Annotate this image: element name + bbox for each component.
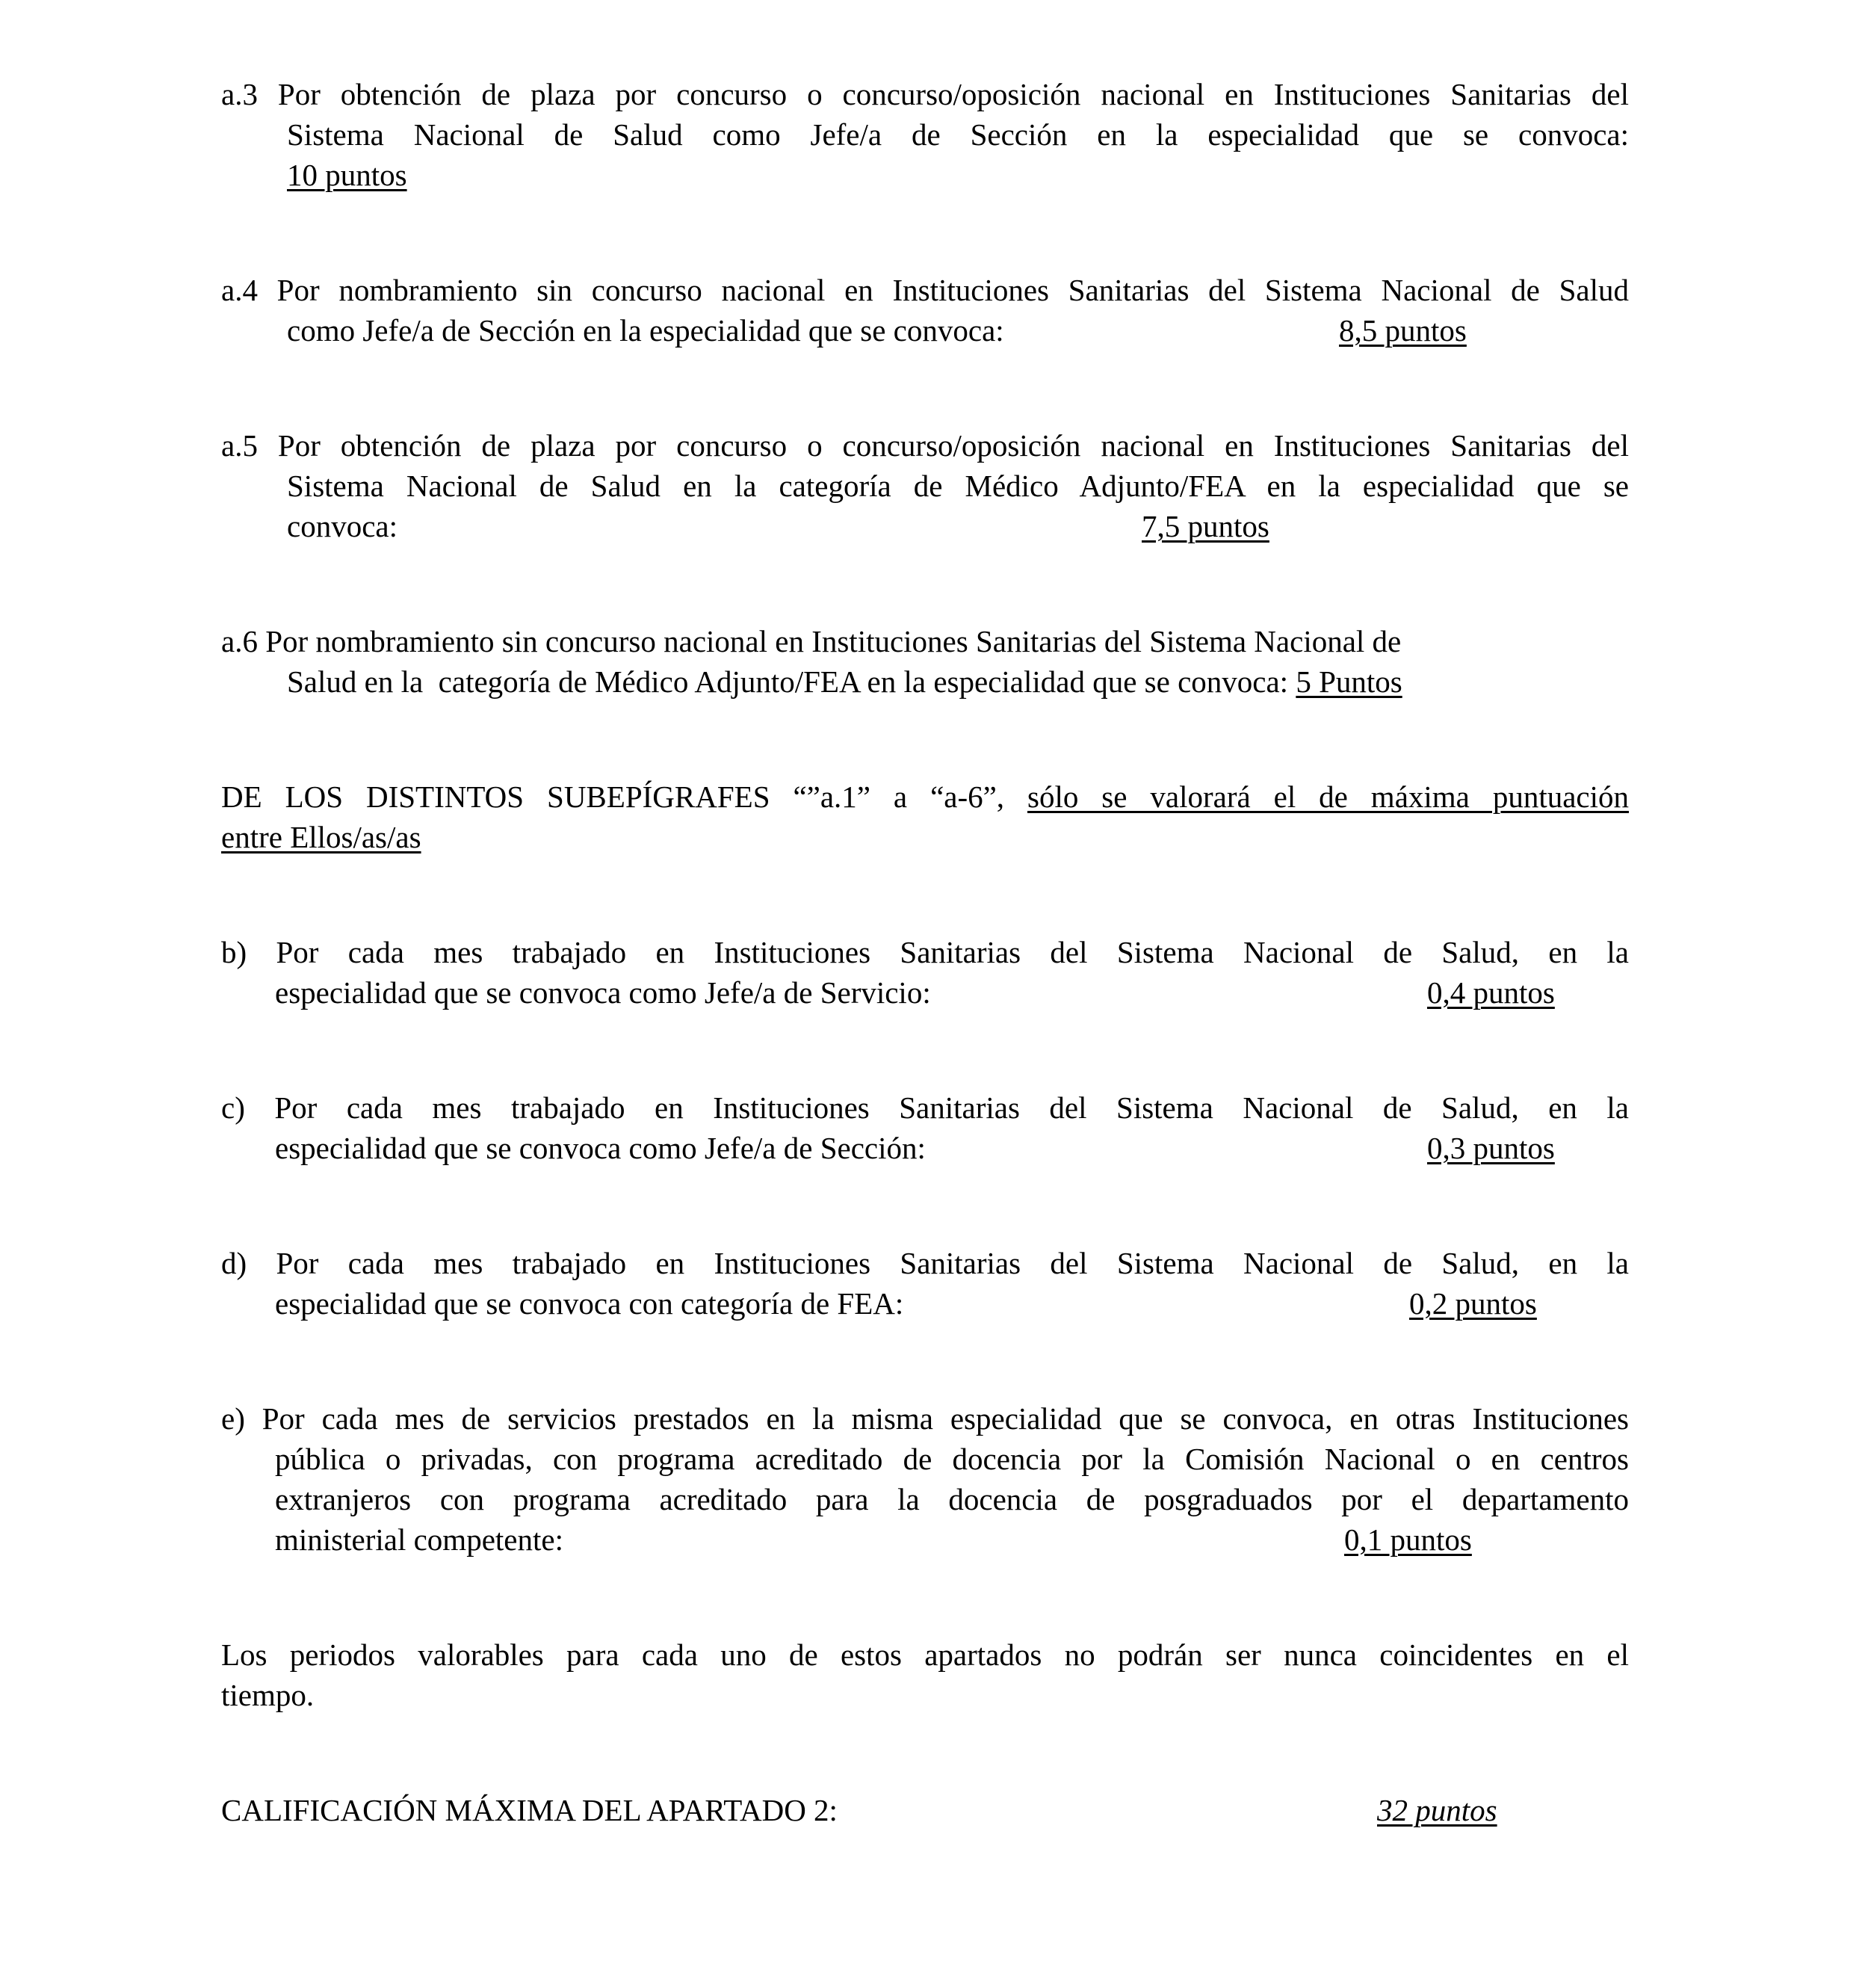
underlined-text-run: entre Ellos/as/as xyxy=(221,820,421,854)
underlined-text-run: 10 puntos xyxy=(287,158,407,192)
text-run: especialidad que se convoca como Jefe/a de Servicio: xyxy=(275,975,931,1010)
item-d xyxy=(221,1243,1629,1324)
text-run: c) Por cada mes trabajado en Instituciones Sanitarias del Sistema Nacional de Salud, en la xyxy=(221,1090,1629,1125)
text-run: a.3 Por obtención de plaza por concurso o concurso/oposición nacional en Instituciones Sanitarias del xyxy=(221,77,1629,111)
text-run: extranjeros con programa acreditado para la docencia de posgraduados por el departamento xyxy=(275,1482,1629,1516)
text-run: Salud en la categoría de Médico Adjunto/FEA en la especialidad que se convoca: xyxy=(287,664,1296,699)
item-e-line-4 xyxy=(221,1519,1629,1560)
item-c-line-1 xyxy=(221,1087,1629,1128)
text-run: especialidad que se convoca como Jefe/a de Sección: xyxy=(275,1131,926,1165)
points-value: 0,4 puntos xyxy=(1427,975,1555,1010)
text-run: como Jefe/a de Sección en la especialidad que se convoca: xyxy=(287,313,1004,348)
text-run: d) Por cada mes trabajado en Instituciones Sanitarias del Sistema Nacional de Salud, en la xyxy=(221,1246,1629,1280)
item-a5 xyxy=(221,425,1629,546)
item-a3-line-1 xyxy=(221,74,1629,114)
item-b-line-2 xyxy=(221,972,1629,1013)
item-a5-line-2 xyxy=(221,466,1629,506)
text-run: DE LOS DISTINTOS SUBEPÍGRAFES “”a.1” a “a-6”, xyxy=(221,780,1028,814)
note-periodos-line-2 xyxy=(221,1675,1629,1715)
calificacion-maxima-line-1 xyxy=(221,1790,1629,1830)
item-a4 xyxy=(221,270,1629,351)
note-subepigrafes-line-1 xyxy=(221,777,1629,817)
item-a4-line-2 xyxy=(221,310,1629,351)
note-periodos xyxy=(221,1634,1629,1715)
item-e xyxy=(221,1398,1629,1560)
item-a6-line-2 xyxy=(221,661,1629,702)
item-e-line-2 xyxy=(221,1439,1629,1479)
text-run: Sistema Nacional de Salud como Jefe/a de Sección en la especialidad que se convoca: xyxy=(287,117,1629,152)
item-a3 xyxy=(221,74,1629,195)
text-run: e) Por cada mes de servicios prestados en la misma especialidad que se convoca, en otras Instituciones xyxy=(221,1401,1629,1436)
item-e-line-3 xyxy=(221,1479,1629,1519)
text-run: tiempo. xyxy=(221,1678,315,1712)
points-value: 0,1 puntos xyxy=(1344,1522,1472,1557)
text-run: convoca: xyxy=(287,509,398,543)
item-a5-line-1 xyxy=(221,425,1629,466)
item-d-line-2 xyxy=(221,1283,1629,1324)
text-run: pública o privadas, con programa acreditado de docencia por la Comisión Nacional o en centros xyxy=(275,1442,1629,1476)
text-run: a.6 Por nombramiento sin concurso nacional en Instituciones Sanitarias del Sistema Nacional de xyxy=(221,624,1402,658)
item-d-line-1 xyxy=(221,1243,1629,1283)
item-b xyxy=(221,932,1629,1013)
underlined-text-run: sólo se valorará el de máxima puntuación xyxy=(1027,780,1630,814)
item-c-line-2 xyxy=(221,1128,1629,1168)
points-value: 32 puntos xyxy=(1377,1793,1497,1827)
note-subepigrafes xyxy=(221,777,1629,857)
note-subepigrafes-line-2 xyxy=(221,817,1629,857)
text-run: a.5 Por obtención de plaza por concurso o concurso/oposición nacional en Instituciones Sanitarias del xyxy=(221,428,1629,463)
text-run: Los periodos valorables para cada uno de estos apartados no podrán ser nunca coincidentes en el xyxy=(221,1637,1629,1672)
item-a6-line-1 xyxy=(221,621,1629,661)
points-value: 0,3 puntos xyxy=(1427,1131,1555,1165)
item-a3-line-2 xyxy=(221,114,1629,155)
points-value: 8,5 puntos xyxy=(1339,313,1467,348)
item-a3-line-3 xyxy=(221,155,1629,195)
item-a4-line-1 xyxy=(221,270,1629,310)
text-run: especialidad que se convoca con categoría de FEA: xyxy=(275,1286,904,1321)
note-periodos-line-1 xyxy=(221,1634,1629,1675)
points-value: 0,2 puntos xyxy=(1409,1286,1537,1321)
text-run: a.4 Por nombramiento sin concurso nacional en Instituciones Sanitarias del Sistema Nacional de Salud xyxy=(221,273,1629,307)
item-a6 xyxy=(221,621,1629,702)
item-a5-line-3 xyxy=(221,506,1629,546)
item-e-line-1 xyxy=(221,1398,1629,1439)
text-run: CALIFICACIÓN MÁXIMA DEL APARTADO 2: xyxy=(221,1793,838,1827)
text-run: Sistema Nacional de Salud en la categoría de Médico Adjunto/FEA en la especialidad que se xyxy=(287,469,1629,503)
calificacion-maxima xyxy=(221,1790,1629,1830)
points-value: 7,5 puntos xyxy=(1142,509,1269,543)
item-b-line-1 xyxy=(221,932,1629,972)
text-run: ministerial competente: xyxy=(275,1522,563,1557)
text-run: b) Por cada mes trabajado en Instituciones Sanitarias del Sistema Nacional de Salud, en la xyxy=(221,935,1629,969)
underlined-text-run: 5 Puntos xyxy=(1296,664,1402,699)
item-c xyxy=(221,1087,1629,1168)
